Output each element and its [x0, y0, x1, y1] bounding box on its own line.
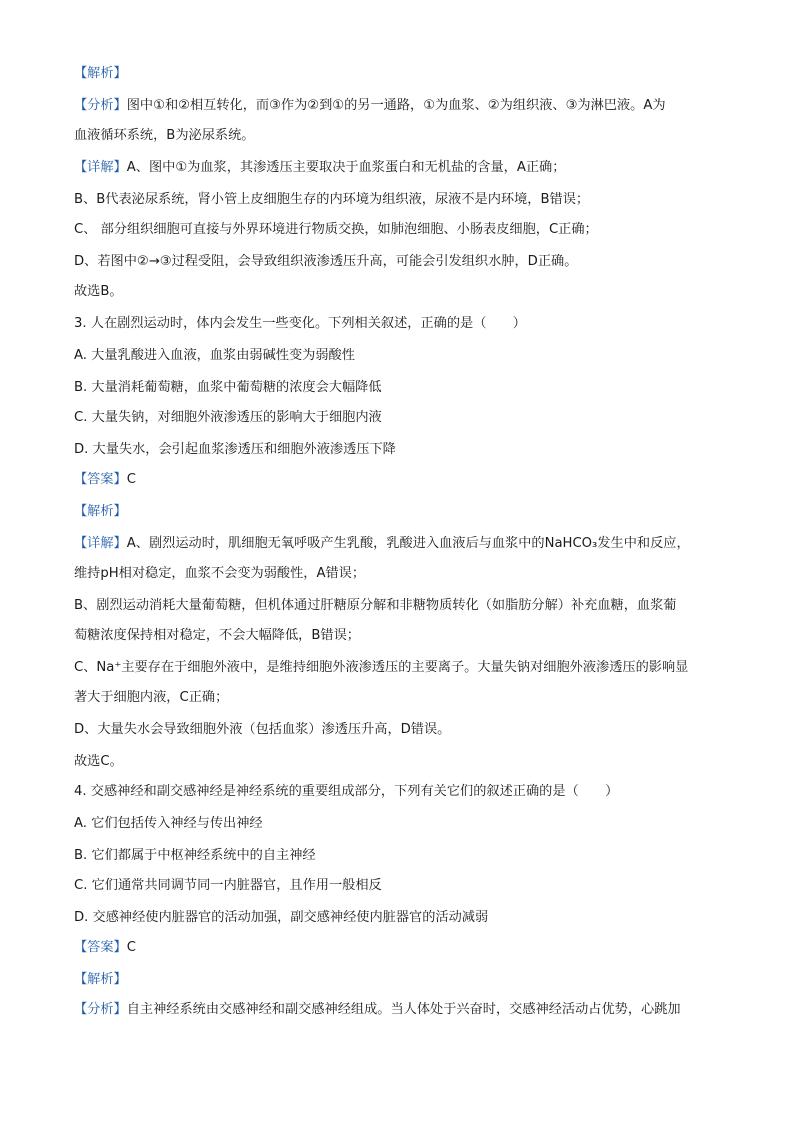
- text-line-analysis-line: [74, 96, 734, 116]
- line-text: B. 它们都属于中枢神经系统中的自主神经: [74, 848, 316, 863]
- text-line-q3-answer: [74, 470, 734, 490]
- section-tag: 【答案】: [74, 940, 127, 955]
- line-text: 故选B。: [74, 284, 123, 299]
- text-line-question-3: [74, 314, 734, 334]
- line-text: C. 它们通常共同调节同一内脏器官，且作用一般相反: [74, 878, 382, 893]
- line-text: 3. 人在剧烈运动时，体内会发生一些变化。下列相关叙述，正确的是（ ）: [74, 316, 526, 331]
- line-text: 图中①和②相互转化，而③作为②到①的另一通路，①为血浆、②为组织液、③为淋巴液。A为: [126, 98, 666, 113]
- text-line-detail-a: [74, 158, 734, 178]
- text-line-q4-option-b: [74, 846, 734, 866]
- text-line-question-4: [74, 782, 734, 802]
- text-line-detail-c: [74, 220, 734, 240]
- line-text: D、若图中②→③过程受阻，会导致组织液渗透压升高，可能会引发组织水肿，D正确。: [74, 254, 578, 269]
- line-text: C: [126, 940, 136, 955]
- line-text: C、 部分组织细胞可直接与外界环境进行物质交换，如肺泡细胞、小肠表皮细胞，C正确；: [74, 222, 598, 237]
- line-text: A、图中①为血浆，其渗透压主要取决于血浆蛋白和无机盐的含量，A正确；: [126, 160, 566, 175]
- text-line-q4-jiexi: [74, 970, 734, 990]
- line-text: C、Na⁺主要存在于细胞外液中，是维持细胞外液渗透压的主要离子。大量失钠对细胞外液渗透压的影响显: [74, 660, 689, 675]
- text-line-detail-b: [74, 190, 734, 210]
- text-line-q4-analysis: [74, 1000, 734, 1020]
- line-text: A、剧烈运动时，肌细胞无氧呼吸产生乳酸，乳酸进入血液后与血浆中的NaHCO₃发生中和反应，: [126, 536, 690, 551]
- text-line-q3-detail-c-cont: [74, 688, 734, 708]
- line-text: 著大于细胞内液，C正确；: [74, 690, 229, 705]
- section-tag: 【分析】: [74, 1002, 127, 1017]
- line-text: D. 大量失水，会引起血浆渗透压和细胞外液渗透压下降: [74, 442, 396, 457]
- text-line-q3-detail-c: [74, 658, 734, 678]
- text-line-q3-detail-d: [74, 720, 734, 740]
- text-line-q3-detail-a: [74, 534, 734, 554]
- line-text: 4. 交感神经和副交感神经是神经系统的重要组成部分，下列有关它们的叙述正确的是（ ）: [74, 784, 619, 799]
- line-text: A. 大量乳酸进入血液，血浆由弱碱性变为弱酸性: [74, 348, 355, 363]
- text-line-choice-b: [74, 282, 734, 302]
- line-text: C: [126, 472, 136, 487]
- line-text: C. 大量失钠，对细胞外液渗透压的影响大于细胞内液: [74, 410, 382, 425]
- line-text: A. 它们包括传入神经与传出神经: [74, 816, 263, 831]
- section-tag: 【解析】: [74, 504, 127, 519]
- text-line-q3-choice: [74, 752, 734, 772]
- line-text: B、剧烈运动消耗大量葡萄糖，但机体通过肝糖原分解和非糖物质转化（如脂肪分解）补充血糖，血浆葡: [74, 598, 677, 613]
- text-line-label-jiexi: [74, 64, 734, 84]
- text-line-q3-detail-a-cont: [74, 564, 734, 584]
- section-tag: 【详解】: [74, 536, 127, 551]
- line-text: B、B代表泌尿系统，肾小管上皮细胞生存的内环境为组织液，尿液不是内环境，B错误；: [74, 192, 590, 207]
- section-tag: 【详解】: [74, 160, 127, 175]
- text-line-q4-answer: [74, 938, 734, 958]
- section-tag: 【分析】: [74, 98, 127, 113]
- text-line-q3-jiexi: [74, 502, 734, 522]
- text-line-q4-option-c: [74, 876, 734, 896]
- text-line-detail-d: [74, 252, 734, 272]
- text-line-q3-option-b: [74, 378, 734, 398]
- line-text: 血液循环系统，B为泌尿系统。: [74, 128, 255, 143]
- line-text: 萄糖浓度保持相对稳定，不会大幅降低，B错误；: [74, 628, 360, 643]
- section-tag: 【解析】: [74, 972, 127, 987]
- section-tag: 【解析】: [74, 66, 127, 81]
- text-line-q3-option-c: [74, 408, 734, 428]
- line-text: D. 交感神经使内脏器官的活动加强，副交感神经使内脏器官的活动减弱: [74, 910, 489, 925]
- text-line-q3-option-d: [74, 440, 734, 460]
- line-text: B. 大量消耗葡萄糖，血浆中葡萄糖的浓度会大幅降低: [74, 380, 382, 395]
- text-line-analysis-cont: [74, 126, 734, 146]
- line-text: D、大量失水会导致细胞外液（包括血浆）渗透压升高，D错误。: [74, 722, 451, 737]
- text-line-q3-detail-b-cont: [74, 626, 734, 646]
- text-line-q4-option-a: [74, 814, 734, 834]
- line-text: 故选C。: [74, 754, 123, 769]
- line-text: 自主神经系统由交感神经和副交感神经组成。当人体处于兴奋时，交感神经活动占优势，心跳加: [126, 1002, 681, 1017]
- section-tag: 【答案】: [74, 472, 127, 487]
- text-line-q4-option-d: [74, 908, 734, 928]
- line-text: 维持pH相对稳定，血浆不会变为弱酸性，A错误；: [74, 566, 366, 581]
- text-line-q3-detail-b: [74, 596, 734, 616]
- text-line-q3-option-a: [74, 346, 734, 366]
